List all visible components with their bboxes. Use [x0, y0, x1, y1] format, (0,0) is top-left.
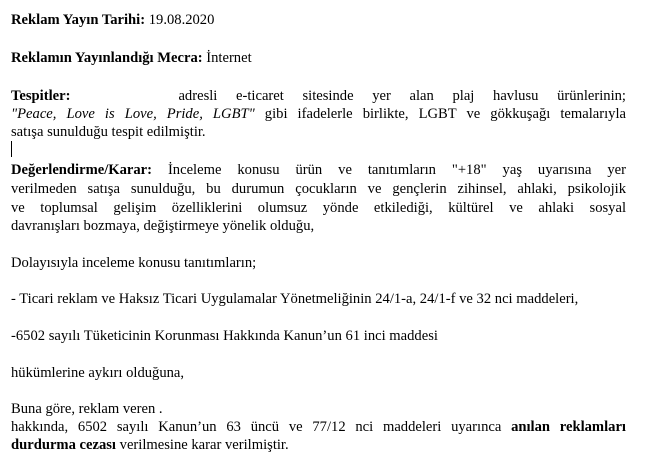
decision-line-2-text: hakkında, 6502 sayılı Kanun’un 63 üncü ve 77/12 nci maddeleri uyarınca	[11, 419, 512, 435]
law-item: -6502 sayılı Tüketicinin Korunması Hakkında Kanun’un 61 inci maddesi	[11, 328, 438, 344]
decision-line-3-text: verilmesine karar verilmiştir.	[116, 437, 289, 453]
decision-line-2	[11, 418, 626, 436]
findings-line-1-text: adresli e-ticaret sitesinde yer alan plaj havlusu ürünlerinin;	[178, 88, 626, 104]
decision-line-3	[11, 436, 289, 454]
text-cursor	[11, 141, 12, 157]
findings-quote: "Peace, Love is Love, Pride, LGBT"	[11, 106, 255, 122]
contrary-line: hükümlerine aykırı olduğuna,	[11, 365, 185, 381]
evaluation-line-1-text: İnceleme konusu ürün ve tanıtımların "+18" yaş uyarısına yer	[152, 162, 626, 178]
evaluation-line-4: davranışları bozmaya, değiştirmeye yönelik olduğu,	[11, 218, 315, 234]
evaluation-line-1	[11, 161, 626, 179]
findings-line-1	[11, 87, 626, 105]
decision-penalty-part-1: anılan reklamları	[511, 419, 626, 435]
decision-penalty-part-2: durdurma cezası	[11, 437, 116, 453]
ad-medium-line	[11, 49, 252, 67]
ad-medium-value: İnternet	[202, 50, 252, 66]
ad-medium-label: Reklamın Yayınlandığı Mecra:	[11, 50, 203, 66]
evaluation-label: Değerlendirme/Karar:	[11, 162, 153, 178]
regulation-item: - Ticari reklam ve Haksız Ticari Uygulamalar Yönetmeliğinin 24/1-a, 24/1-f ve 32 nci maddeleri,	[11, 291, 579, 307]
findings-line-3: satışa sunulduğu tespit edilmiştir.	[11, 124, 206, 140]
consequently-line: Dolayısıyla inceleme konusu tanıtımların;	[11, 255, 257, 271]
findings-line-2-text: gibi ifadelerle birlikte, LGBT ve gökkuşağı temalarıyla	[254, 106, 626, 122]
findings-label: Tespitler:	[11, 88, 71, 104]
evaluation-line-2: verilmeden satışa sunulduğu, bu durumun çocukların ve gençlerin zihinsel, ahlaki, psikolojik	[11, 181, 626, 197]
ad-date-value: 19.08.2020	[145, 12, 215, 28]
ad-date-line	[11, 11, 214, 29]
decision-line-1: Buna göre, reklam veren .	[11, 401, 163, 417]
findings-line-2	[11, 105, 626, 123]
evaluation-line-3: ve toplumsal gelişim özelliklerini olumsuz yönde etkilediği, kültürel ve ahlaki sosyal	[11, 200, 626, 216]
ad-date-label: Reklam Yayın Tarihi:	[11, 12, 146, 28]
